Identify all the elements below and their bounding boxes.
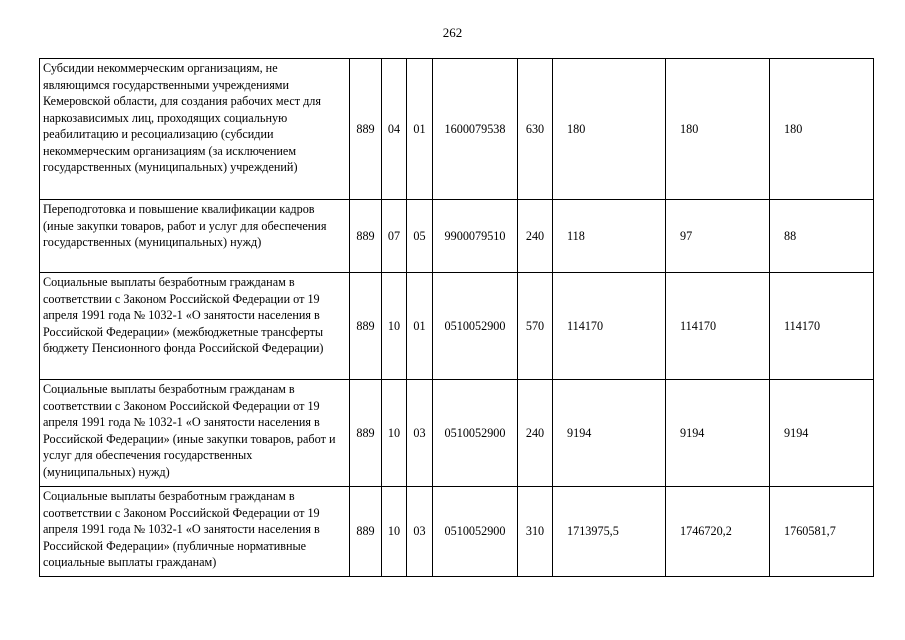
ministry-code: 889 xyxy=(350,273,382,380)
table-row xyxy=(40,273,874,380)
subsection-code: 05 xyxy=(407,200,433,273)
subsection-code: 03 xyxy=(407,380,433,487)
amount-year-3: 114170 xyxy=(770,273,874,380)
expense-description: Переподготовка и повышение квалификации кадров (иные закупки товаров, работ и услуг для обеспечения государственных (муниципальных) нужд) xyxy=(40,200,350,273)
page-number: 262 xyxy=(442,25,463,40)
expense-type-code: 570 xyxy=(518,273,553,380)
ministry-code: 889 xyxy=(350,59,382,200)
ministry-code: 889 xyxy=(350,380,382,487)
amount-year-3: 180 xyxy=(770,59,874,200)
ministry-code: 889 xyxy=(350,200,382,273)
amount-year-1: 9194 xyxy=(553,380,666,487)
target-article-code: 0510052900 xyxy=(433,273,518,380)
section-code: 10 xyxy=(382,487,407,577)
table-row xyxy=(40,380,874,487)
section-code: 10 xyxy=(382,273,407,380)
expense-type-code: 240 xyxy=(518,380,553,487)
expense-type-code: 630 xyxy=(518,59,553,200)
ministry-code: 889 xyxy=(350,487,382,577)
amount-year-2: 9194 xyxy=(666,380,770,487)
amount-year-2: 1746720,2 xyxy=(666,487,770,577)
amount-year-2: 180 xyxy=(666,59,770,200)
amount-year-3: 9194 xyxy=(770,380,874,487)
expense-description: Социальные выплаты безработным гражданам в соответствии с Законом Российской Федерации от 19 апреля 1991 года № 1032-1 «О занятости населения в Российской Федерации» (межбюджетные трансферты бюджету Пенсионного фонда Российской Федерации) xyxy=(40,273,350,380)
amount-year-1: 118 xyxy=(553,200,666,273)
section-code: 10 xyxy=(382,380,407,487)
subsection-code: 01 xyxy=(407,273,433,380)
table-row xyxy=(40,200,874,273)
section-code: 04 xyxy=(382,59,407,200)
target-article-code: 1600079538 xyxy=(433,59,518,200)
target-article-code: 0510052900 xyxy=(433,487,518,577)
subsection-code: 01 xyxy=(407,59,433,200)
target-article-code: 9900079510 xyxy=(433,200,518,273)
amount-year-3: 88 xyxy=(770,200,874,273)
amount-year-2: 97 xyxy=(666,200,770,273)
budget-table xyxy=(39,58,874,577)
target-article-code: 0510052900 xyxy=(433,380,518,487)
table-row xyxy=(40,59,874,200)
amount-year-2: 114170 xyxy=(666,273,770,380)
expense-description: Субсидии некоммерческим организациям, не являющимся государственными учреждениями Кемеровской области, для создания рабочих мест для наркозависимых лиц, проходящих социальную реабилитацию и ресоциализацию (субсидии некоммерческим организациям (за исключением государственных (муниципальных) учреждений) xyxy=(40,59,350,200)
amount-year-3: 1760581,7 xyxy=(770,487,874,577)
expense-type-code: 310 xyxy=(518,487,553,577)
expense-type-code: 240 xyxy=(518,200,553,273)
amount-year-1: 180 xyxy=(553,59,666,200)
subsection-code: 03 xyxy=(407,487,433,577)
expense-description: Социальные выплаты безработным гражданам в соответствии с Законом Российской Федерации от 19 апреля 1991 года № 1032-1 «О занятости населения в Российской Федерации» (иные закупки товаров, работ и услуг для обеспечения государственных (муниципальных) нужд) xyxy=(40,380,350,487)
table-row xyxy=(40,487,874,577)
section-code: 07 xyxy=(382,200,407,273)
amount-year-1: 1713975,5 xyxy=(553,487,666,577)
expense-description: Социальные выплаты безработным гражданам в соответствии с Законом Российской Федерации от 19 апреля 1991 года № 1032-1 «О занятости населения в Российской Федерации» (публичные нормативные социальные выплаты гражданам) xyxy=(40,487,350,577)
amount-year-1: 114170 xyxy=(553,273,666,380)
